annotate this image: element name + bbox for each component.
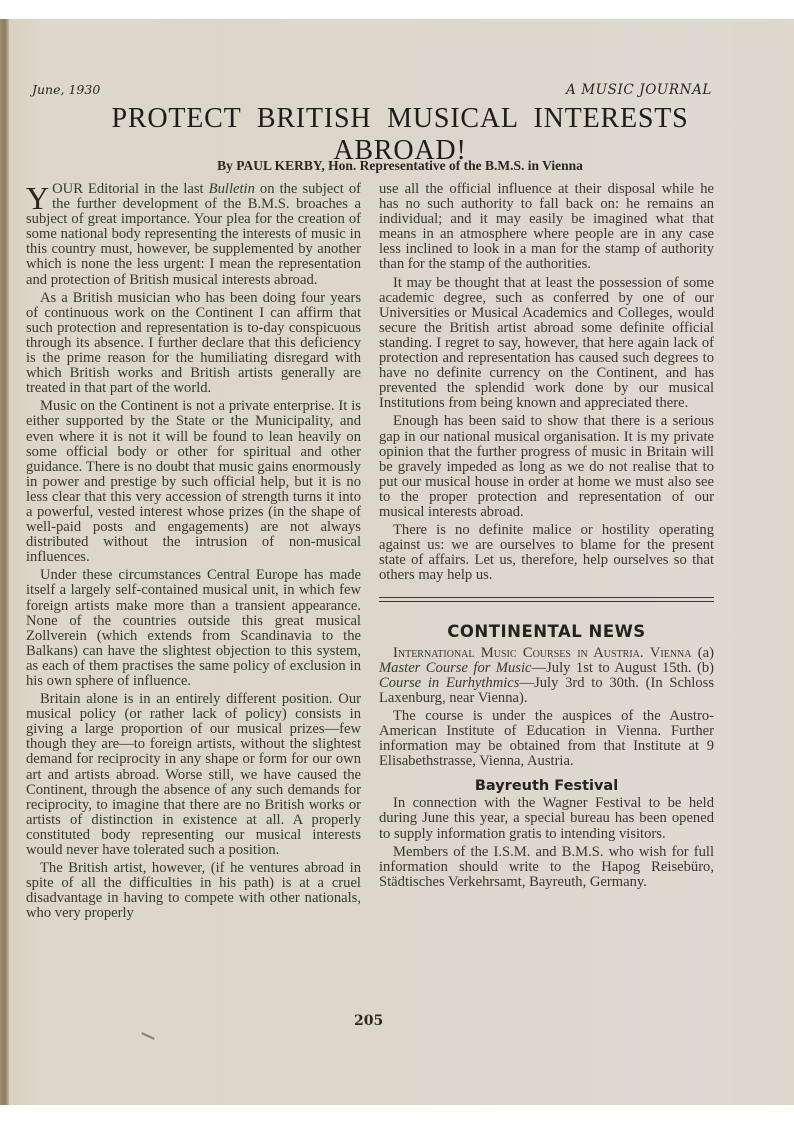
vienna-label: Vienna: [649, 644, 692, 661]
bayreuth-paragraph-2: Members of the I.S.M. and B.M.S. who wish for full information should write to the Hapog Reisebüro, Städtisches Verkehrsamt, Bayreuth, Germany.: [379, 843, 714, 890]
article-title-line-2: ABROAD!: [333, 135, 467, 166]
bayreuth-festival-heading: Bayreuth Festival: [474, 778, 619, 795]
journal-name: A MUSIC JOURNAL: [566, 82, 712, 98]
article-paragraph-2: As a British musician who has been doing four years of continuous work on the Continent I can affirm that such protection and representation is to-day conspicuous through its absence. I further declare that this deficiency is the prime reason for the humiliating disregard with which British works and British artists generally are treated in that part of the world.: [26, 289, 361, 397]
article-paragraph-5: Britain alone is in an entirely different position. Our musical policy (or rather lack of policy) consists in giving a large proportion of our musical prizes—few though they are—to foreign artists, without the slightest demand for reciprocity in any shape or form for our own art and artists abroad. Worse still, we have caused the Continent, through the absence of any such demands for reciprocity, to imagine that there are no British works or artists of distinction in existence at all. A properly constituted body representing our musical interests would never have tolerated such a position.: [26, 691, 361, 859]
article-paragraph-7: It may be thought that at least the possession of some academic degree, such as conferred by one of our Universities or Musical Academics and Colleges, would secure the British artist abroad some definite official standing. I regret to say, however, that here again lack of protection and representation has caused such degrees to have no definite currency on the Continent, and has prevented the splendid work done by our musical Institutions from being known and appreciated there.: [379, 274, 714, 412]
music-courses-item: International Music Courses in Austria. Vienna (a) Master Course for Music—July 1st to August 15th. (b) Course in Eurhythmics—July 3rd to 30th. (In Schloss Laxenburg, near Vienna).: [379, 644, 715, 706]
section-divider: [379, 597, 714, 602]
article-byline: By PAUL KERBY, Hon. Representative of the B.M.S. in Vienna: [217, 158, 583, 173]
book-spine-edge: [0, 19, 9, 1105]
master-course-title: Master Course for Music: [379, 659, 532, 676]
courses-heading: International Music Courses in Austria.: [393, 644, 644, 661]
article-paragraph-6: The British artist, however, (if he ventures abroad in spite of all the difficulties in his path) is at a cruel disadvantage in having to compete with other nationals, who very properly: [26, 860, 361, 922]
courses-auspices-paragraph: The course is under the auspices of the Austro-American Institute of Education in Vienna. Further information may be obtained from that Institute at 9 Elisabethstrasse, Vienna, Austria.: [379, 707, 714, 770]
eurhythmics-course-title: Course in Eurhythmics: [379, 674, 520, 691]
article-paragraph-4: Under these circumstances Central Europe has made itself a largely self-contained musical unit, in which few foreign artists make more than a transient appearance. None of the countries outside this great musical Zollverein (which extends from Scandinavia to the Balkans) can have the slightest objection to this system, as each of them practises the same policy of exclusion in his own sphere of influence.: [26, 567, 361, 689]
article-column-left: [26, 182, 361, 925]
article-paragraph-9: There is no definite malice or hostility operating against us: we are ourselves to blame for the present state of affairs. Let us, therefore, help ourselves so that others may help us.: [379, 522, 714, 584]
bayreuth-paragraph-1: In connection with the Wagner Festival to be held during June this year, a special bureau has been opened to supply information gratis to intending visitors.: [379, 795, 714, 842]
article-paragraph-8: Enough has been said to show that there is a serious gap in our national musical organisation. It is my private opinion that the further progress of music in Britain will be gravely impeded as long as we do not realise that to put our musical house in order at home we must also see to the proper protection and representation of our musical interests abroad.: [379, 413, 714, 520]
bulletin-reference: Bulletin: [208, 181, 255, 197]
article-title-line-1: PROTECT BRITISH MUSICAL INTERESTS: [111, 103, 689, 134]
continental-news-heading: CONTINENTAL NEWS: [447, 622, 646, 642]
running-header: [32, 82, 712, 100]
drop-cap: Y: [26, 180, 50, 216]
issue-date: June, 1930: [32, 82, 101, 97]
article-paragraph-3: Music on the Continent is not a private enterprise. It is either supported by the State or the Municipality, and even where it is not it will be found to lean heavily on some official body or other for spiritual and other guidance. There is no doubt that music gains enormously in power and prestige by such official help, but it is no less clear that this very accession of strength turns it into a powerful, vested interest whose prizes (in the shape of well-paid posts and engagements) are not always distributed without the intrusion of non-musical influences.: [26, 398, 361, 566]
page-number: 205: [354, 1013, 384, 1029]
article-paragraph-1: YOUR Editorial in the last Bulletin on the subject of the further development of the B.M.S. broaches a subject of great importance. Your plea for the creation of some national body representing the interests of music in this country must, however, be supplemented by another which is none the less urgent: I mean the representation and protection of British musical interests abroad.: [26, 180, 361, 288]
article-column-right: [379, 182, 714, 893]
article-paragraph-6-continued: use all the official influence at their disposal while he has no such authority to fall back on: he remains an individual; and it may easily be imagined what that means in an atmosphere where people are in any case less inclined to look in a man for the stamp of authority than for the stamp of the authorities.: [379, 181, 714, 273]
